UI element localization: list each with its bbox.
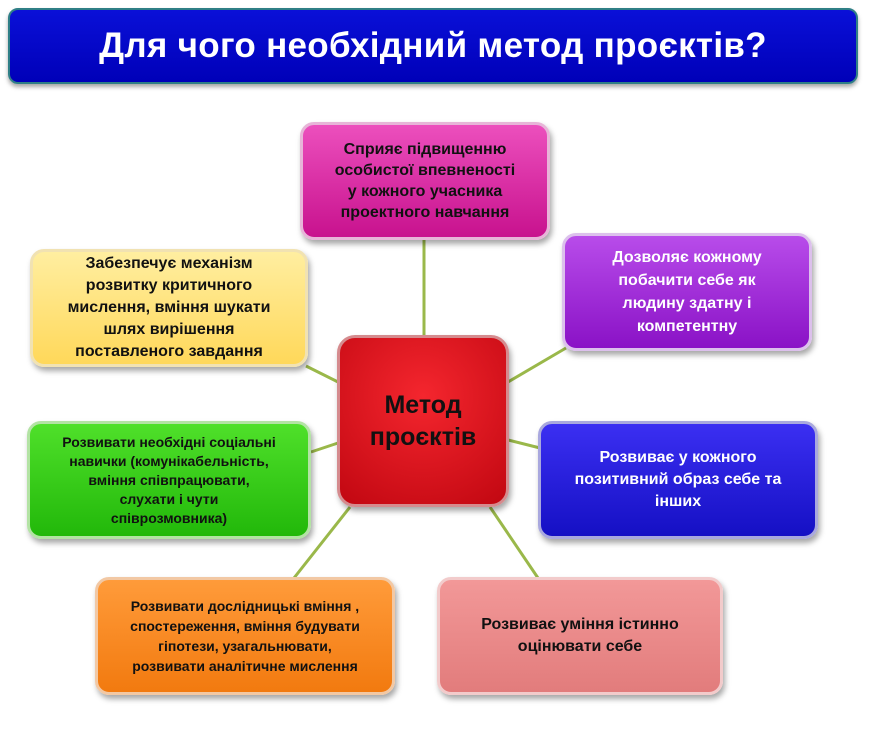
node-text-line: вміння співпрацювати, (88, 471, 250, 488)
node-text-line: людину здатну і (622, 295, 752, 312)
node-text-line: навички (комунікабельність, (69, 452, 269, 469)
node-text-line: Дозволяє кожному (612, 249, 762, 266)
connector-left (311, 443, 338, 452)
node-text-line: проектного навчання (340, 204, 510, 221)
node-text-line: особистої впевненості (334, 162, 516, 179)
node-text-line: Розвиває у кожного (599, 449, 757, 466)
node-text-line: розвивати аналітичне мислення (132, 658, 358, 674)
node-text-line: розвитку критичного (85, 277, 253, 294)
connector-bottom-right (490, 507, 538, 578)
node-competence (562, 233, 812, 351)
page-title: Для чого необхідний метод проєктів? (99, 26, 767, 65)
node-text-line: позитивний образ себе та (574, 471, 782, 488)
node-text-line: Розвивати необхідні соціальні (62, 433, 276, 450)
node-research-skills (95, 577, 395, 695)
node-self-assessment (437, 577, 723, 695)
node-text-line: інших (654, 493, 702, 510)
node-text-line: Розвиває уміння істинно (481, 616, 679, 633)
node-text-line: гіпотези, узагальнювати, (158, 638, 332, 654)
node-text-line: у кожного учасника (347, 183, 503, 200)
node-text-line: Розвивати дослідницькі вміння , (130, 598, 360, 614)
node-text-line: побачити себе як (618, 272, 756, 289)
center-text-line: Метод (384, 391, 462, 419)
node-self-confidence (300, 122, 550, 240)
node-text-line: Забезпечує механізм (85, 255, 253, 272)
node-text-line: Сприяє підвищенню (343, 141, 507, 158)
node-text-line: слухати і чути (119, 490, 219, 507)
node-positive-self-image (538, 421, 818, 539)
node-text-line: мислення, вміння шукати (67, 299, 271, 316)
center-text-line: проєктів (369, 423, 477, 451)
central-node-project-method (337, 335, 509, 507)
node-critical-thinking (30, 249, 308, 367)
node-text-line: співрозмовника) (110, 509, 228, 526)
node-social-skills (27, 421, 311, 539)
node-text-line: оцінювати себе (517, 638, 643, 655)
connector-top-right (508, 348, 566, 382)
node-text-line: шлях вирішення (103, 321, 235, 338)
node-text-line: компетентну (636, 318, 738, 335)
node-text-line: спостереження, вміння будувати (130, 618, 360, 634)
connector-right (508, 440, 540, 448)
node-text-line: поставленого завдання (75, 343, 263, 360)
connector-top-left (306, 366, 338, 382)
